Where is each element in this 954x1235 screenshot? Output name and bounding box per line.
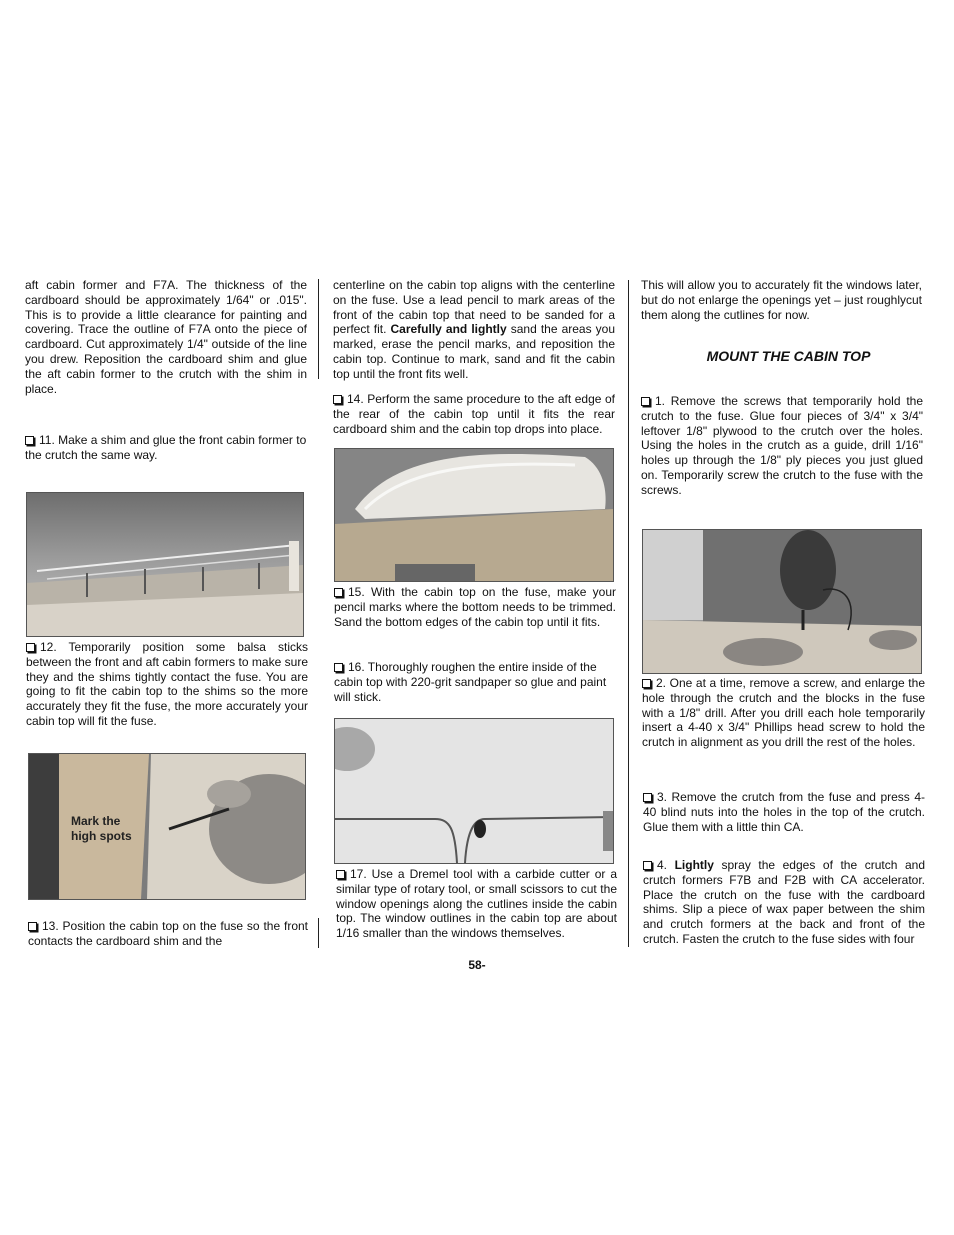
step-1: [641, 394, 923, 498]
checkbox-icon[interactable]: [334, 588, 343, 597]
checkbox-icon[interactable]: [642, 679, 651, 688]
step-17: [336, 867, 617, 941]
step-12: [26, 640, 308, 729]
step-4: 4. Lightly spray the edges of the crutch and crutch formers F7B and F2B with CA accelerator. Place the crutch on the fuse with the cardboard shims. Slip a piece of wax paper between the shim and crutch formers at the back and front of the crutch. Fasten the crutch to the fuse sides with four: [643, 858, 925, 946]
photo-drill-crutch: [642, 529, 922, 674]
photo-cabin-top-drawing: [335, 449, 613, 581]
step-3-text: 3. Remove the crutch from the fuse and press 4-40 blind nuts into the holes in the top of the crutch. Glue them with a little thin CA.: [643, 790, 925, 834]
step-14-text: 14. Perform the same procedure to the aft edge of the rear of the cabin top until it fits the rear cardboard shim and the cabin top drops into place.: [333, 392, 615, 436]
column-divider-1b: [318, 918, 319, 948]
step-15-text: 15. With the cabin top on the fuse, make your pencil marks where the bottom needs to be trimmed. Sand the bottom edges of the cabin top until it fits.: [334, 585, 616, 629]
checkbox-icon[interactable]: [334, 663, 343, 672]
page-number: 58-: [468, 958, 486, 972]
photo-cabin-formers-drawing: [27, 493, 303, 636]
emphasis-carefully: Carefully and lightly: [390, 322, 507, 337]
step-1-text: 1. Remove the screws that temporarily hold the crutch to the fuse. Glue four pieces of 3/4" x 3/4" leftover 1/8" plywood to the crutch over the holes. Using the holes in the crutch as a guide, drill 1/16" holes up through the 1/8" ply pieces you just glued on. Temporarily screw the crutch to the fuse with the screws.: [641, 394, 923, 497]
emphasis-lightly: Lightly: [674, 858, 714, 872]
section-heading: MOUNT THE CABIN TOP: [706, 348, 871, 364]
photo-dremel-window: [334, 718, 614, 864]
checkbox-icon[interactable]: [25, 436, 34, 445]
step-2-text: 2. One at a time, remove a screw, and enlarge the hole through the crutch and the blocks in the fuse with a 1/8" drill. After you drill each hole temporarily insert a 4-40 x 3/4" Phillips head screw to hold the crutch in alignment as you drill the rest of the holes.: [642, 676, 925, 750]
checkbox-icon[interactable]: [336, 870, 345, 879]
column-1: [25, 278, 307, 396]
column-divider-1: [318, 279, 319, 379]
photo-caption-label: Mark the high spots: [71, 814, 132, 843]
step-4-text: spray the edges of the crutch and crutch formers F7B and F2B with CA accelerator. Place the crutch on the fuse with the cardboard shims. Slip a piece of wax paper between the shim and crutch formers at the back and front of the crutch. Fasten the crutch to the fuse sides with four: [643, 858, 925, 946]
checkbox-icon[interactable]: [643, 861, 652, 870]
step-16-text: 16. Thoroughly roughen the entire inside of the cabin top with 220-grit sandpaper so glue and paint will stick.: [334, 660, 607, 704]
photo-dremel-drawing: [335, 719, 613, 863]
paragraph-centerline: centerline on the cabin top aligns with the centerline on the fuse. Use a lead pencil to mark areas of the front of the cabin top that need to be sanded for a perfect fit. Carefully and lightly sand the areas you marked, erase the pencil marks, and reposition the cabin top. Continue to mark, sand and fit the cabin top until the front fits well.: [333, 278, 615, 381]
photo-drill-drawing: [643, 530, 921, 673]
step-13-text: 13. Position the cabin top on the fuse so the front contacts the cardboard shim and the: [28, 919, 308, 948]
step-16: [334, 660, 616, 704]
paragraph-windows: This will allow you to accurately fit the windows later, but do not enlarge the openings yet – just roughlycut them along the cutlines for now.: [641, 278, 922, 322]
checkbox-icon[interactable]: [643, 793, 652, 802]
step-13: [28, 919, 308, 949]
step-3: [643, 790, 925, 834]
paragraph-intro: aft cabin former and F7A. The thickness of the cardboard should be approximately 1/64" or .015". This is to provide a little clearance for painting and covering. Trace the outline of F7A onto the piece of cardboard. Cut approximately 1/4" outside of the line you drew. Reposition the cardboard shim and glue the aft cabin former to the crutch with the shim in place.: [25, 278, 307, 396]
photo-cabin-top-on-fuse: [334, 448, 614, 582]
photo-cabin-formers: [26, 492, 304, 637]
column-divider-2: [628, 280, 629, 947]
step-17-text: 17. Use a Dremel tool with a carbide cutter or a similar type of rotary tool, or small scissors to cut the window openings along the cutlines inside the cabin top. The window outlines in the cabin top are about 1/16 smaller than the windows themselves.: [336, 867, 617, 941]
column-3: [641, 278, 922, 322]
checkbox-icon[interactable]: [641, 397, 650, 406]
step-15: [334, 585, 616, 629]
checkbox-icon[interactable]: [28, 922, 37, 931]
photo-mark-high-spots: [28, 753, 306, 900]
checkbox-icon[interactable]: [26, 643, 35, 652]
checkbox-icon[interactable]: [333, 395, 342, 404]
step-11-text: 11. Make a shim and glue the front cabin former to the crutch the same way.: [25, 433, 307, 462]
step-2: [642, 676, 925, 750]
step-11: [25, 433, 307, 463]
column-2: [333, 278, 615, 382]
step-14: [333, 392, 615, 436]
step-12-text: 12. Temporarily position some balsa sticks between the front and aft cabin formers to make sure they and the shims tightly contact the fuse. You are going to fit the cabin top to the shims so the more accurately they fit the fuse, the more accurately your cabin top will fit the fuse.: [26, 640, 308, 728]
